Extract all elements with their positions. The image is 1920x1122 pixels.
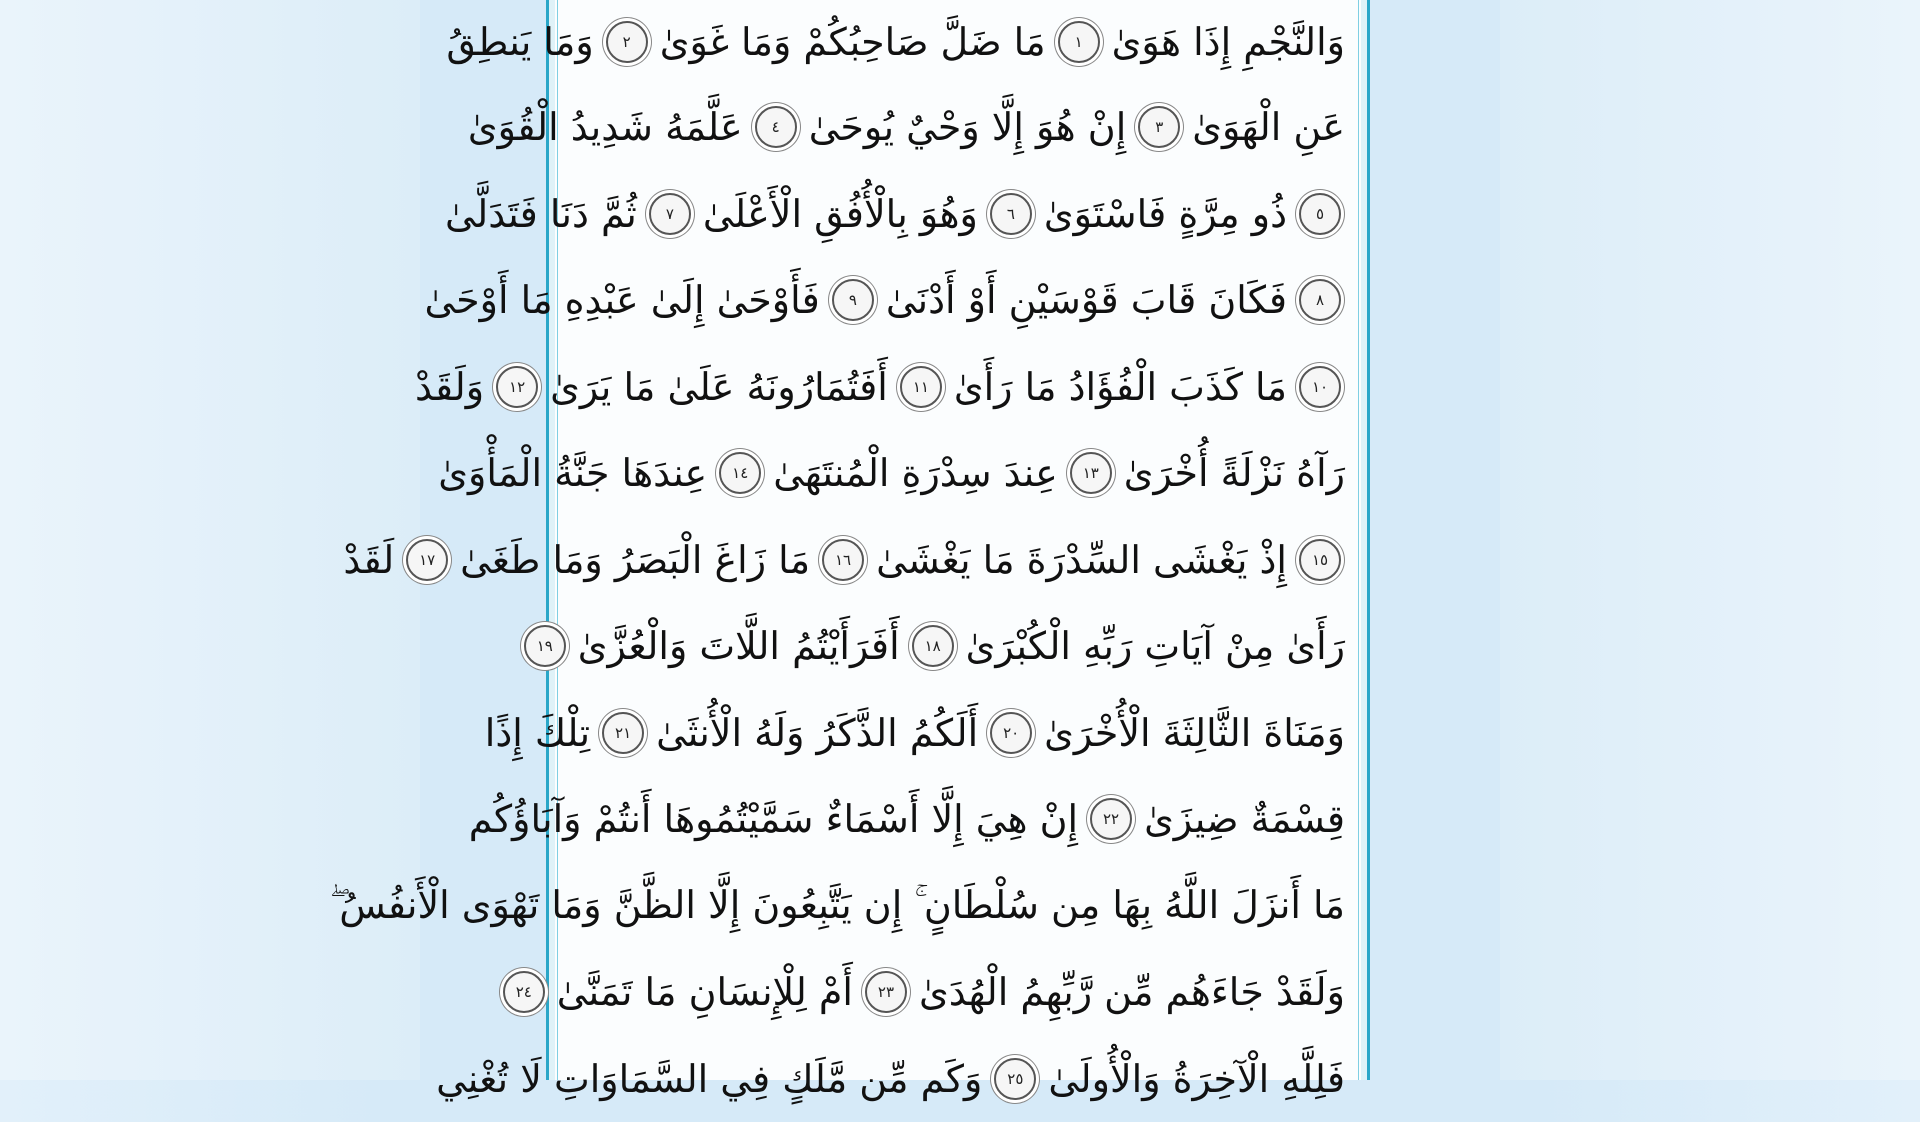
ayah-number-marker: ٢٤ bbox=[503, 971, 545, 1013]
ayah-number-marker: ١٨ bbox=[912, 625, 954, 667]
verse-text: إِنْ هُوَ إِلَّا وَحْيٌ يُوحَىٰ bbox=[809, 105, 1127, 149]
verse-text: مَا زَاغَ الْبَصَرُ وَمَا طَغَىٰ bbox=[460, 538, 810, 582]
verse-text: أَفَرَأَيْتُمُ اللَّاتَ وَالْعُزَّىٰ bbox=[578, 624, 900, 668]
verse-text: فَلِلَّهِ الْآخِرَةُ وَالْأُولَىٰ bbox=[1048, 1057, 1345, 1101]
ayah-number-marker: ٢ bbox=[606, 21, 648, 63]
verse-text: فَكَانَ قَابَ قَوْسَيْنِ أَوْ أَدْنَىٰ bbox=[886, 278, 1287, 322]
ayah-number-marker: ١٣ bbox=[1070, 452, 1112, 494]
verse-line-content bbox=[567, 20, 1349, 64]
verse-line bbox=[567, 776, 1349, 863]
verse-text: وَمَنَاةَ الثَّالِثَةَ الْأُخْرَىٰ bbox=[1044, 711, 1345, 755]
verse-text: عِندَ سِدْرَةِ الْمُنتَهَىٰ bbox=[773, 451, 1058, 495]
verse-line bbox=[567, 863, 1349, 950]
verse-line bbox=[567, 344, 1349, 431]
verse-line-content bbox=[567, 278, 1349, 322]
verse-text: عِندَهَا جَنَّةُ الْمَأْوَىٰ bbox=[438, 451, 707, 495]
verse-text: ذُو مِرَّةٍ فَاسْتَوَىٰ bbox=[1044, 192, 1287, 236]
verse-line bbox=[567, 949, 1349, 1036]
verse-line bbox=[567, 1036, 1349, 1122]
ayah-number-marker: ٢٥ bbox=[994, 1058, 1036, 1100]
verse-text: ثُمَّ دَنَا فَتَدَلَّىٰ bbox=[445, 192, 637, 236]
ayah-number-marker: ٧ bbox=[649, 193, 691, 235]
verse-text: وَمَا يَنطِقُ bbox=[446, 20, 593, 64]
verse-text: أَلَكُمُ الذَّكَرُ وَلَهُ الْأُنثَىٰ bbox=[656, 711, 978, 755]
verse-line-content bbox=[567, 624, 1349, 668]
verse-text: وَهُوَ بِالْأُفُقِ الْأَعْلَىٰ bbox=[703, 192, 978, 236]
ayah-number-marker: ٥ bbox=[1299, 193, 1341, 235]
mushaf-page bbox=[546, 0, 1370, 1080]
verse-line bbox=[567, 0, 1349, 84]
verse-line bbox=[567, 84, 1349, 171]
verse-text: مَا أَنزَلَ اللَّهُ بِهَا مِن سُلْطَانٍ ۚ إِن يَتَّبِعُونَ إِلَّا الظَّنَّ وَمَا تَهْوَى الْأَنفُسُ ۖ bbox=[330, 883, 1345, 928]
ayah-number-marker: ١٧ bbox=[406, 539, 448, 581]
verse-line bbox=[567, 257, 1349, 344]
verse-text: وَالنَّجْمِ إِذَا هَوَىٰ bbox=[1112, 20, 1345, 64]
verse-text: رَأَىٰ مِنْ آيَاتِ رَبِّهِ الْكُبْرَىٰ bbox=[966, 624, 1345, 668]
verse-text: إِنْ هِيَ إِلَّا أَسْمَاءٌ سَمَّيْتُمُوهَا أَنتُمْ وَآبَاؤُكُم bbox=[469, 797, 1078, 841]
verse-line-content bbox=[567, 365, 1349, 409]
verse-line-content bbox=[567, 797, 1349, 841]
verse-line-content bbox=[567, 1057, 1349, 1101]
verse-line-content bbox=[567, 105, 1349, 149]
ayah-number-marker: ١٥ bbox=[1299, 539, 1341, 581]
ayah-number-marker: ١٢ bbox=[496, 366, 538, 408]
ayah-number-marker: ١ bbox=[1058, 21, 1100, 63]
verse-line-content bbox=[567, 970, 1349, 1014]
ayah-number-marker: ١٤ bbox=[719, 452, 761, 494]
verse-line-content bbox=[567, 538, 1349, 582]
ayah-number-marker: ١٦ bbox=[822, 539, 864, 581]
verse-text: إِذْ يَغْشَى السِّدْرَةَ مَا يَغْشَىٰ bbox=[876, 538, 1287, 582]
verse-text: قِسْمَةٌ ضِيزَىٰ bbox=[1144, 797, 1345, 841]
verse-line bbox=[567, 603, 1349, 690]
verse-text: رَآهُ نَزْلَةً أُخْرَىٰ bbox=[1124, 451, 1345, 495]
verse-text: وَلَقَدْ جَاءَهُم مِّن رَّبِّهِمُ الْهُدَىٰ bbox=[919, 970, 1345, 1014]
background-right bbox=[1500, 0, 1920, 1080]
verse-line bbox=[567, 690, 1349, 777]
ayah-number-marker: ٦ bbox=[990, 193, 1032, 235]
verse-text: مَا كَذَبَ الْفُؤَادُ مَا رَأَىٰ bbox=[954, 365, 1287, 409]
verse-line bbox=[567, 171, 1349, 258]
verse-text: وَلَقَدْ bbox=[415, 365, 484, 409]
ayah-number-marker: ٣ bbox=[1138, 106, 1180, 148]
ayah-number-marker: ٢٠ bbox=[990, 712, 1032, 754]
ayah-number-marker: ٢١ bbox=[602, 712, 644, 754]
verse-line bbox=[567, 430, 1349, 517]
ayah-number-marker: ٢٢ bbox=[1090, 798, 1132, 840]
ayah-number-marker: ١٩ bbox=[524, 625, 566, 667]
ayah-number-marker: ٢٣ bbox=[865, 971, 907, 1013]
verse-text: عَلَّمَهُ شَدِيدُ الْقُوَىٰ bbox=[468, 105, 743, 149]
verse-text: وَكَم مِّن مَّلَكٍ فِي السَّمَاوَاتِ لَا تُغْنِي bbox=[436, 1057, 982, 1101]
verse-lines bbox=[567, 0, 1349, 1122]
verse-text: فَأَوْحَىٰ إِلَىٰ عَبْدِهِ مَا أَوْحَىٰ bbox=[424, 278, 819, 322]
verse-line bbox=[567, 517, 1349, 604]
ayah-number-marker: ١١ bbox=[900, 366, 942, 408]
ayah-number-marker: ٤ bbox=[755, 106, 797, 148]
verse-text: لَقَدْ bbox=[343, 538, 394, 582]
ayah-number-marker: ٨ bbox=[1299, 279, 1341, 321]
verse-line-content bbox=[567, 883, 1349, 928]
verse-text: مَا ضَلَّ صَاحِبُكُمْ وَمَا غَوَىٰ bbox=[660, 20, 1046, 64]
verse-text: أَفَتُمَارُونَهُ عَلَىٰ مَا يَرَىٰ bbox=[550, 365, 888, 409]
verse-line-content bbox=[567, 451, 1349, 495]
verse-text: أَمْ لِلْإِنسَانِ مَا تَمَنَّىٰ bbox=[557, 970, 853, 1014]
verse-text: تِلْكَ إِذًا bbox=[485, 711, 590, 755]
ayah-number-marker: ١٠ bbox=[1299, 366, 1341, 408]
ayah-number-marker: ٩ bbox=[832, 279, 874, 321]
verse-line-content bbox=[567, 192, 1349, 236]
verse-text: عَنِ الْهَوَىٰ bbox=[1192, 105, 1345, 149]
verse-line-content bbox=[567, 711, 1349, 755]
